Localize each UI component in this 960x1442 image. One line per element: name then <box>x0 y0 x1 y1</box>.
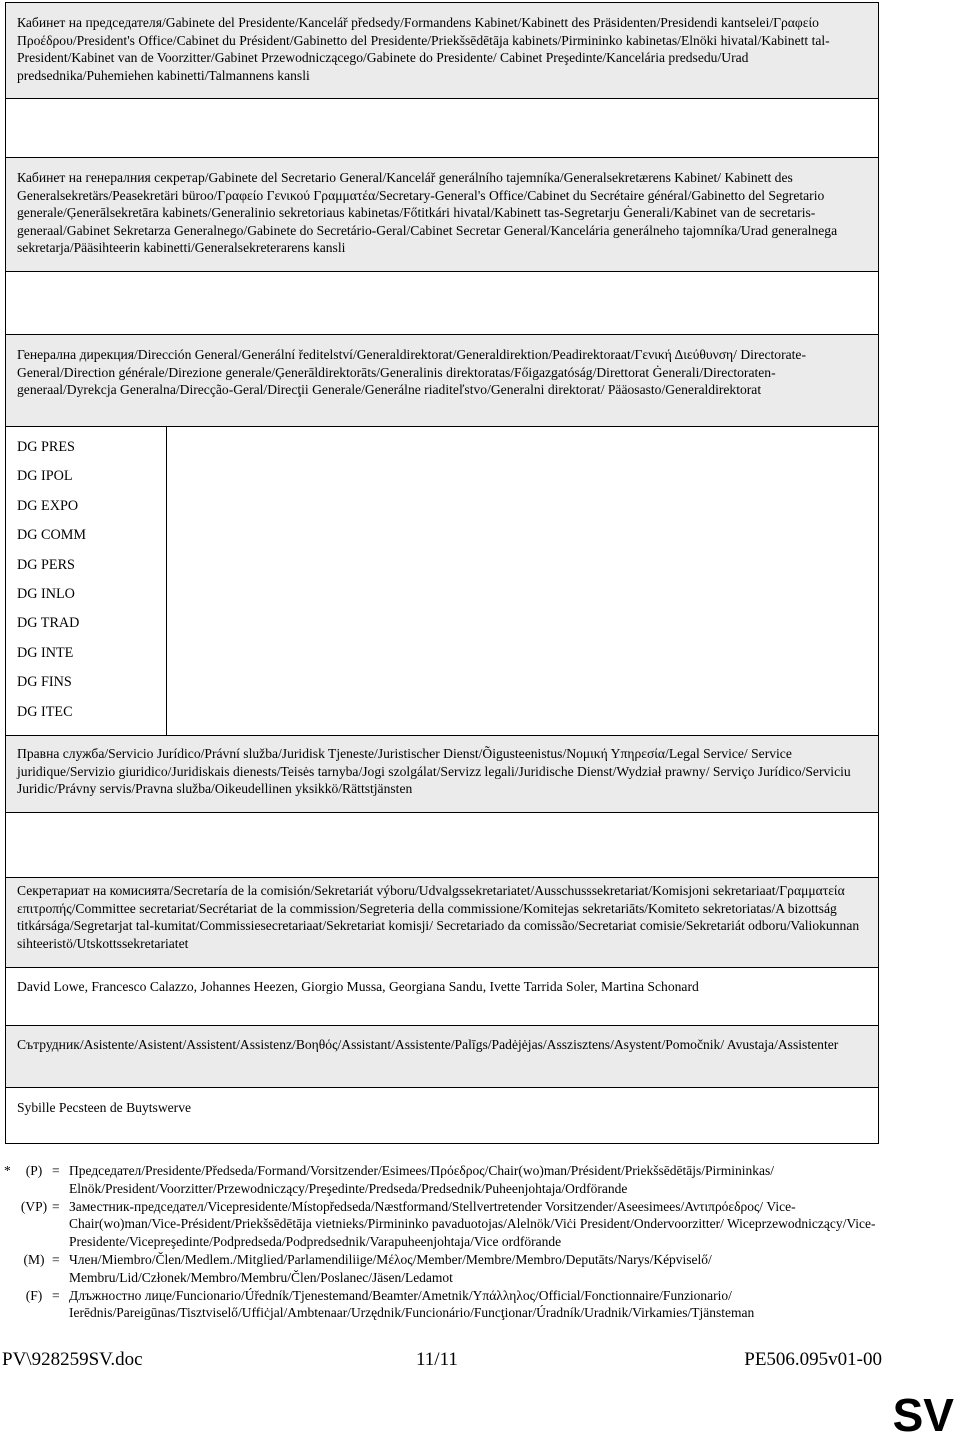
dg-item-inte: DG INTE <box>17 644 74 661</box>
legend-row-f <box>4 1287 904 1323</box>
dg-item-comm: DG COMM <box>17 527 86 544</box>
dg-item-pres: DG PRES <box>17 439 75 455</box>
legend-abbr: (M) <box>23 1251 45 1267</box>
page-number: 11/11 <box>416 1349 458 1370</box>
directorates-general-heading: Генерална дирекция/Dirección General/Generální ředitelství/Generaldirektorat/Generaldirektion/Peadirektoraat/Γενική Διεύθυνση/ Directorate-General/Direction générale/Direzione generale/Ģenerāldirektorāts/Generalinis direktoratas/Főigazgatóság/Direttorat Ġenerali/Directoraten-generaal/Dyrekcja Generalna/Direcção-Geral/Direcţii Generale/Generálne riaditeľstvo/Generalni direktorat/ Pääosasto/Generaldirektorat <box>17 347 806 398</box>
president-cabinet-heading: Кабинет на председателя/Gabinete del Presidente/Kancelář předsedy/Formandens Kabinet/Kabinett des Präsidenten/Presidendi kantselei/Γραφείο Προέδρου/President's Office/Cabinet du Président/Gabinetto del Presidente/Priekšsēdētāja kabinets/Pirmininko kabinetas/Elnöki hivatal/Kabinett tal-President/Kabinet van de Voorzitter/Gabinet Przewodniczącego/Gabinete do Presidente/ Cabinet Preşedinte/Kancelária predsedu/Urad predsednika/Puhemiehen kabinetti/Talmannens kansli <box>17 15 830 83</box>
legend-text: Длъжностно лице/Funcionario/Úředník/Tjenestemand/Beamter/Ametnik/Υπάλληλος/Official/Fonctionnaire/Funzionario/ Ierēdnis/Pareigūnas/Tisztviselő/Uffiċjal/Ambtenaar/Urzędnik/Funcionário/Funcţionar/Úradník/Uradnik/Virkamies/Tjänsteman <box>69 1287 755 1321</box>
president-cabinet-entries <box>6 99 878 158</box>
legend-equals: = <box>52 1287 60 1303</box>
committee-secretariat-header <box>6 878 878 968</box>
dg-item-trad: DG TRAD <box>17 615 80 632</box>
secretary-general-cabinet-header <box>6 158 878 272</box>
committee-secretariat-heading: Секретариат на комисията/Secretaría de la comisión/Sekretariát výboru/Udvalgssekretariatet/Ausschusssekretariat/Komisjoni sekretariaat/Γραμματεία επιτροπής/Committee secretariat/Secrétariat de la commission/Segreteria della commissione/Komitejas sekretariāts/Komiteto sekretoriatas/A bizottság titkársága/Segretarjat tal-kumitat/Commissiesecretariaat/Sekretariat komisji/ Secretariado da comissão/Secretariat comisie/Sekretariát odboru/Valiokunnan sihteeristö/Utskottssekretariatet <box>17 883 860 951</box>
legend-text: Председател/Presidente/Předseda/Formand/Vorsitzender/Esimees/Πρόεδρος/Chair(wo)man/Président/Priekšsēdētājs/Pirmininkas/ Elnök/President/Voorzitter/Przewodniczący/Preşedinte/Predseda/Predsednik/Puheenjohtaja/Ordförande <box>69 1163 775 1196</box>
legend-abbr: (F) <box>25 1287 43 1303</box>
dg-item-expo: DG EXPO <box>17 497 79 514</box>
dg-item-itec: DG ITEC <box>17 703 73 720</box>
directorates-general-header <box>6 335 878 427</box>
assistant-entries <box>6 1088 878 1143</box>
legend-text: Член/Miembro/Člen/Medlem./Mitglied/Parlamendiliige/Μέλος/Member/Membre/Membro/Deputāts/Narys/Képviselő/ Membru/Lid/Członek/Membro/Membru/Člen/Poslanec/Jäsen/Ledamot <box>69 1251 712 1285</box>
legend-equals: = <box>52 1251 60 1267</box>
dg-item-inlo: DG INLO <box>17 585 75 602</box>
assistant-heading: Сътрудник/Asistente/Asistent/Assistent/Assistenz/Βοηθός/Assistant/Assistente/Palīgs/Padėjėjas/Asszisztens/Asystent/Pomočnik/ Avustaja/Assistenter <box>17 1037 839 1052</box>
attendance-table <box>5 2 879 1144</box>
legend-equals: = <box>52 1198 60 1214</box>
legal-service-heading: Правна служба/Servicio Jurídico/Právní služba/Juridisk Tjeneste/Juristischer Dienst/Õigusteenistus/Νομική Υπηρεσία/Legal Service/ Service juridique/Servizio giuridico/Juridiskais dienests/Teisės tarnyba/Jogi szolgálat/Servizz legali/Juridische Dienst/Wydział prawny/ Serviço Jurídico/Serviciu Juridic/Právny servis/Pravna služba/Oikeudellinen yksikkö/Rättstjänsten <box>17 746 851 797</box>
assistant-header <box>6 1026 878 1088</box>
legend-row-p <box>4 1162 904 1198</box>
legend-row-m <box>4 1251 904 1287</box>
dg-item-pers: DG PERS <box>17 556 75 573</box>
president-cabinet-header <box>6 3 878 99</box>
dg-list <box>17 438 86 732</box>
directorates-general-block <box>6 427 878 736</box>
legend-text: Заместник-председател/Vicepresidente/Místopředseda/Næstformand/Stellvertretender Vorsitzender/Aseesimees/Αντιπρόεδρος/ Vice-Chair(wo)man/Vice-Président/Priekšsēdētāja vietnieks/Pirmininko pavaduotojas/Alelnök/Viċi President/Ondervoorzitter/ Wiceprzewodniczący/Vice-Presidente/Vicepreşedinte/Podpredseda/Podpredsednik/Varapuheenjohtaja/Vice ordförande <box>69 1198 876 1250</box>
assistant-names: Sybille Pecsteen de Buytswerve <box>17 1100 192 1115</box>
document-filename: PV\928259SV.doc <box>2 1349 143 1370</box>
legend-equals: = <box>52 1163 60 1178</box>
legend-abbr: (VP) <box>20 1198 48 1214</box>
secretary-general-cabinet-entries <box>6 272 878 335</box>
secretary-general-cabinet-heading: Кабинет на генералния секретар/Gabinete del Secretario General/Kancelář generálního tajemníka/Generalsekretærens Kabinet/ Kabinett des Generalsekretärs/Peasekretäri büroo/Γραφείο Γενικού Γραμματέα/Secretary-General's Office/Cabinet du Secrétaire général/Gabinetto del Segretario generale/Ģenerālsekretāra kabinets/Generalinio sekretoriaus kabinetas/Főtitkári hivatal/Kabinett tas-Segretarju Ġenerali/Kabinet van de secretaris-generaal/Gabinet Sekretarza Generalnego/Gabinete do Secretário-Geral/Cabinet Secretar General/Kancelária generálneho tajomníka/Urad generalnega sekretarja/Pääsihteerin kabinetti/Generalsekreterarens kansli <box>17 170 838 256</box>
legal-service-entries <box>6 813 878 878</box>
legal-service-header <box>6 736 878 813</box>
dg-item-fins: DG FINS <box>17 674 72 691</box>
committee-secretariat-entries <box>6 968 878 1026</box>
dg-code-column <box>6 427 167 735</box>
legend-row-vp <box>4 1198 904 1251</box>
language-code: SV <box>892 1389 954 1441</box>
dg-item-ipol: DG IPOL <box>17 468 73 485</box>
document-reference: PE506.095v01-00 <box>744 1349 882 1370</box>
legend-asterisk: * <box>4 1163 11 1178</box>
legend-abbr: (P) <box>25 1163 43 1178</box>
abbreviation-legend <box>4 1162 904 1323</box>
committee-secretariat-names: David Lowe, Francesco Calazzo, Johannes Heezen, Giorgio Mussa, Georgiana Sandu, Ivette Tarrida Soler, Martina Schonard <box>17 979 699 994</box>
page-footer <box>2 1349 882 1375</box>
